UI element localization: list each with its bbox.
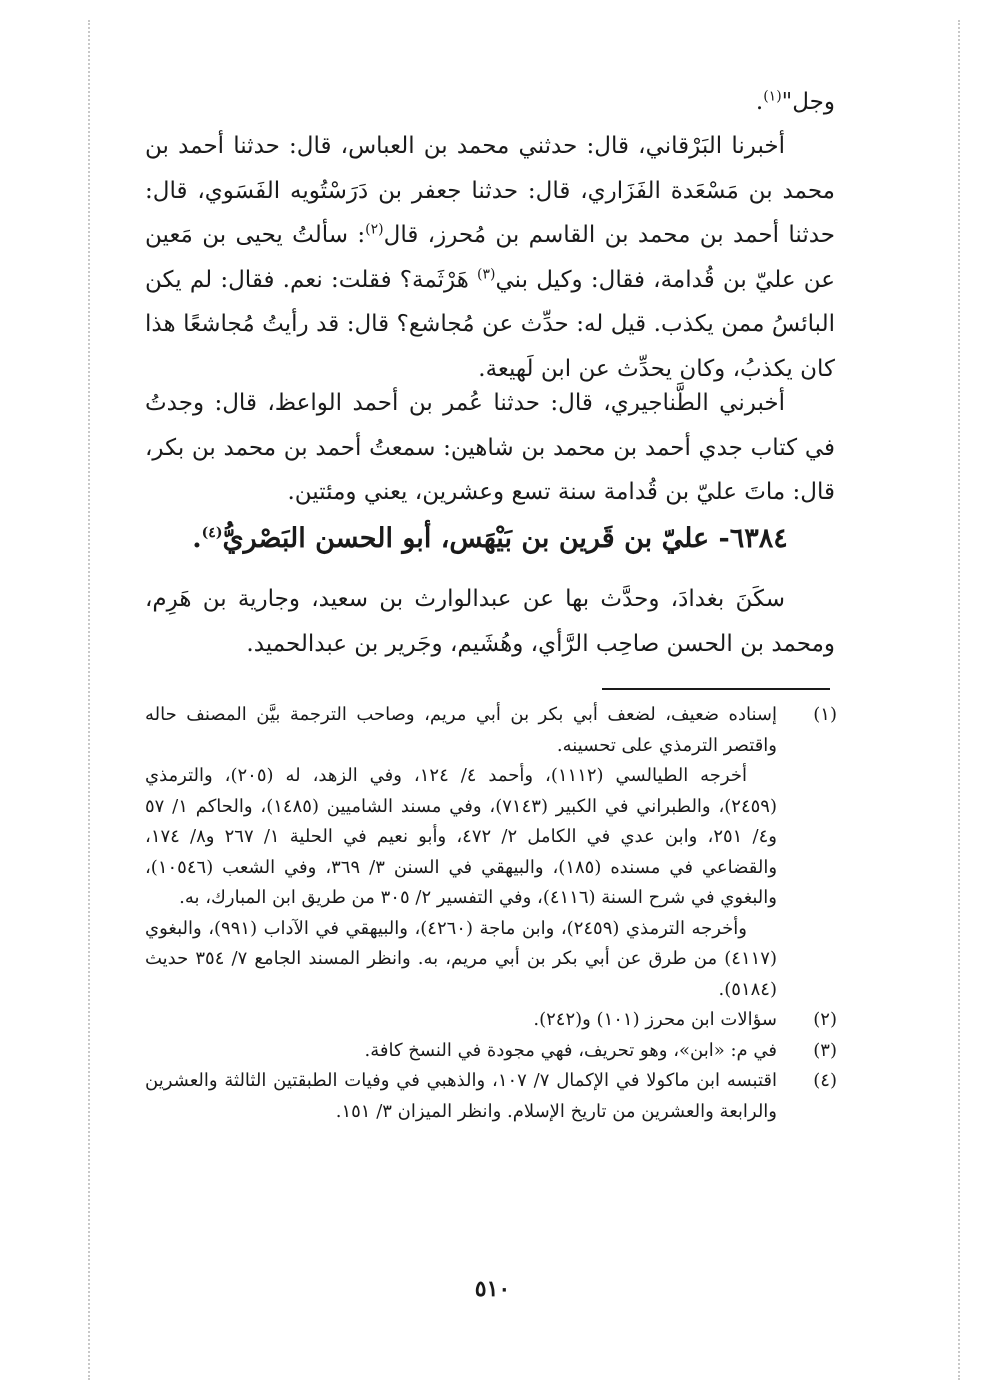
footnote-1-paragraph-2: وأخرجه الترمذي (٢٤٥٩)، وابن ماجة (٤٢٦٠)، والبيهقي في الآداب (٩٩١)، والبغوي (٤١١٧) من طرق عن أبي بكر بن أبي مريم، به. وانظر المسند الجامع ٧/ ٣٥٤ حديث (٥١٨٤). bbox=[145, 917, 777, 1000]
paragraph-1-part-a: أخبرنا البَرْقاني، قال: حدثني محمد بن العباس، قال: حدثنا أحمد بن محمد بن مَسْعَدة الفَزَاري، قال: حدثنا جعفر بن دَرَسْتُويه الفَسَوي، قال: حدثنا أحمد بن محمد بن القاسم بن مُحرز، قال bbox=[145, 133, 836, 248]
footnote-text: إسناده ضعيف، لضعف أبي بكر بن أبي مريم، وصاحب الترجمة بيَّن المصنف حاله واقتصر الترمذي على تحسينه. bbox=[145, 704, 777, 756]
previous-text-tail: . bbox=[755, 89, 764, 115]
right-margin-dotted-line bbox=[958, 20, 960, 1380]
previous-text-ending bbox=[145, 80, 835, 125]
footnote-3 bbox=[145, 1036, 837, 1067]
footnote-1-paragraph-1: أخرجه الطيالسي (١١١٢)، وأحمد ٤/ ١٢٤، وفي الزهد، له (٢٠٥)، والترمذي (٢٤٥٩)، والطبراني في الكبير (٧١٤٣)، وفي مسند الشاميين (١٤٨٥)، والحاكم ١/ ٥٧ و٤/ ٢٥١، وابن عدي في الكامل ٢/ ٤٧٢، وأبو نعيم في الحلية ١/ ٢٦٧ و٨/ ١٧٤، والقضاعي في مسنده (١٨٥)، والبيهقي في السنن ٣/ ٣٦٩، وفي الشعب (١٠٥٤٦)، والبغوي في شرح السنة (٤١١٦)، وفي التفسير ٢/ ٣٠٥ من طريق ابن المبارك، به. bbox=[145, 765, 778, 908]
footnotes bbox=[145, 700, 837, 1127]
footnote-ref-3: (٣) bbox=[477, 265, 496, 282]
footnote-1 bbox=[145, 700, 837, 761]
paragraph-2-text: أخبرني الطَّناجيري، قال: حدثنا عُمر بن أحمد الواعظ، قال: وجدتُ في كتاب جدي أحمد بن محمد بن شاهين: سمعتُ أحمد بن محمد بن بكر، قال: ماتَ عليّ بن قُدامة سنة تسع وعشرين، يعني ومئتين. bbox=[145, 390, 835, 505]
footnote-separator bbox=[602, 688, 830, 690]
footnote-ref-4: (٤) bbox=[201, 525, 223, 541]
entry-heading bbox=[145, 514, 835, 564]
footnote-4 bbox=[145, 1066, 837, 1127]
paragraph-1-part-c: هَرْثَمة؟ فقلت: نعم. فقال: لم يكن البائسُ ممن يكذب. قيل له: حدِّث عن مُجاشع؟ قال: قد رأيتُ مُجاشعًا هذا كان يكذبُ، وكان يحدِّث عن ابن لَهيعة. bbox=[145, 266, 835, 382]
footnote-number: (١) bbox=[813, 704, 837, 725]
footnote-number: (٣) bbox=[813, 1039, 837, 1061]
previous-text: وجل" bbox=[781, 89, 835, 115]
entry-heading-tail: . bbox=[192, 523, 202, 554]
footnote-ref-2: (٢) bbox=[365, 221, 384, 238]
entry-heading-text: ٦٣٨٤- عليّ بن قَرين بن بَيْهَس، أبو الحسن البَصْريُّ bbox=[222, 523, 788, 554]
paragraph-2 bbox=[145, 381, 835, 515]
footnote-text: في م: «ابن»، وهو تحريف، فهي مجودة في النسخ كافة. bbox=[364, 1039, 777, 1061]
footnote-ref-1: (١) bbox=[763, 88, 782, 105]
paragraph-3-text: سكَنَ بغدادَ، وحدَّث بها عن عبدالوارث بن سعيد، وجارية بن هَرِم، ومحمد بن الحسن صاحِب الرَّأي، وهُشَيم، وجَرير بن عبدالحميد. bbox=[145, 586, 835, 657]
footnote-number: (٢) bbox=[813, 1009, 837, 1030]
footnote-2 bbox=[145, 1005, 837, 1036]
footnote-text: اقتبسه ابن ماكولا في الإكمال ٧/ ١٠٧، والذهبي في وفيات الطبقتين الثالثة والعشرين والرابعة والعشرين من تاريخ الإسلام. وانظر الميزان ٣/ ١٥١. bbox=[145, 1070, 777, 1122]
paragraph-1 bbox=[145, 124, 835, 391]
page-number: ٥١٠ bbox=[474, 1276, 511, 1302]
footnote-number: (٤) bbox=[813, 1070, 837, 1091]
left-margin-dotted-line bbox=[88, 20, 90, 1380]
paragraph-1-part-b: : سألتُ يحيى بن مَعين عن عليّ بن قُدامة، فقال: وكيل بني bbox=[145, 222, 835, 293]
footnote-text: سؤالات ابن محرز (١٠١) و(٢٤٢). bbox=[533, 1009, 777, 1030]
paragraph-3 bbox=[145, 577, 835, 666]
